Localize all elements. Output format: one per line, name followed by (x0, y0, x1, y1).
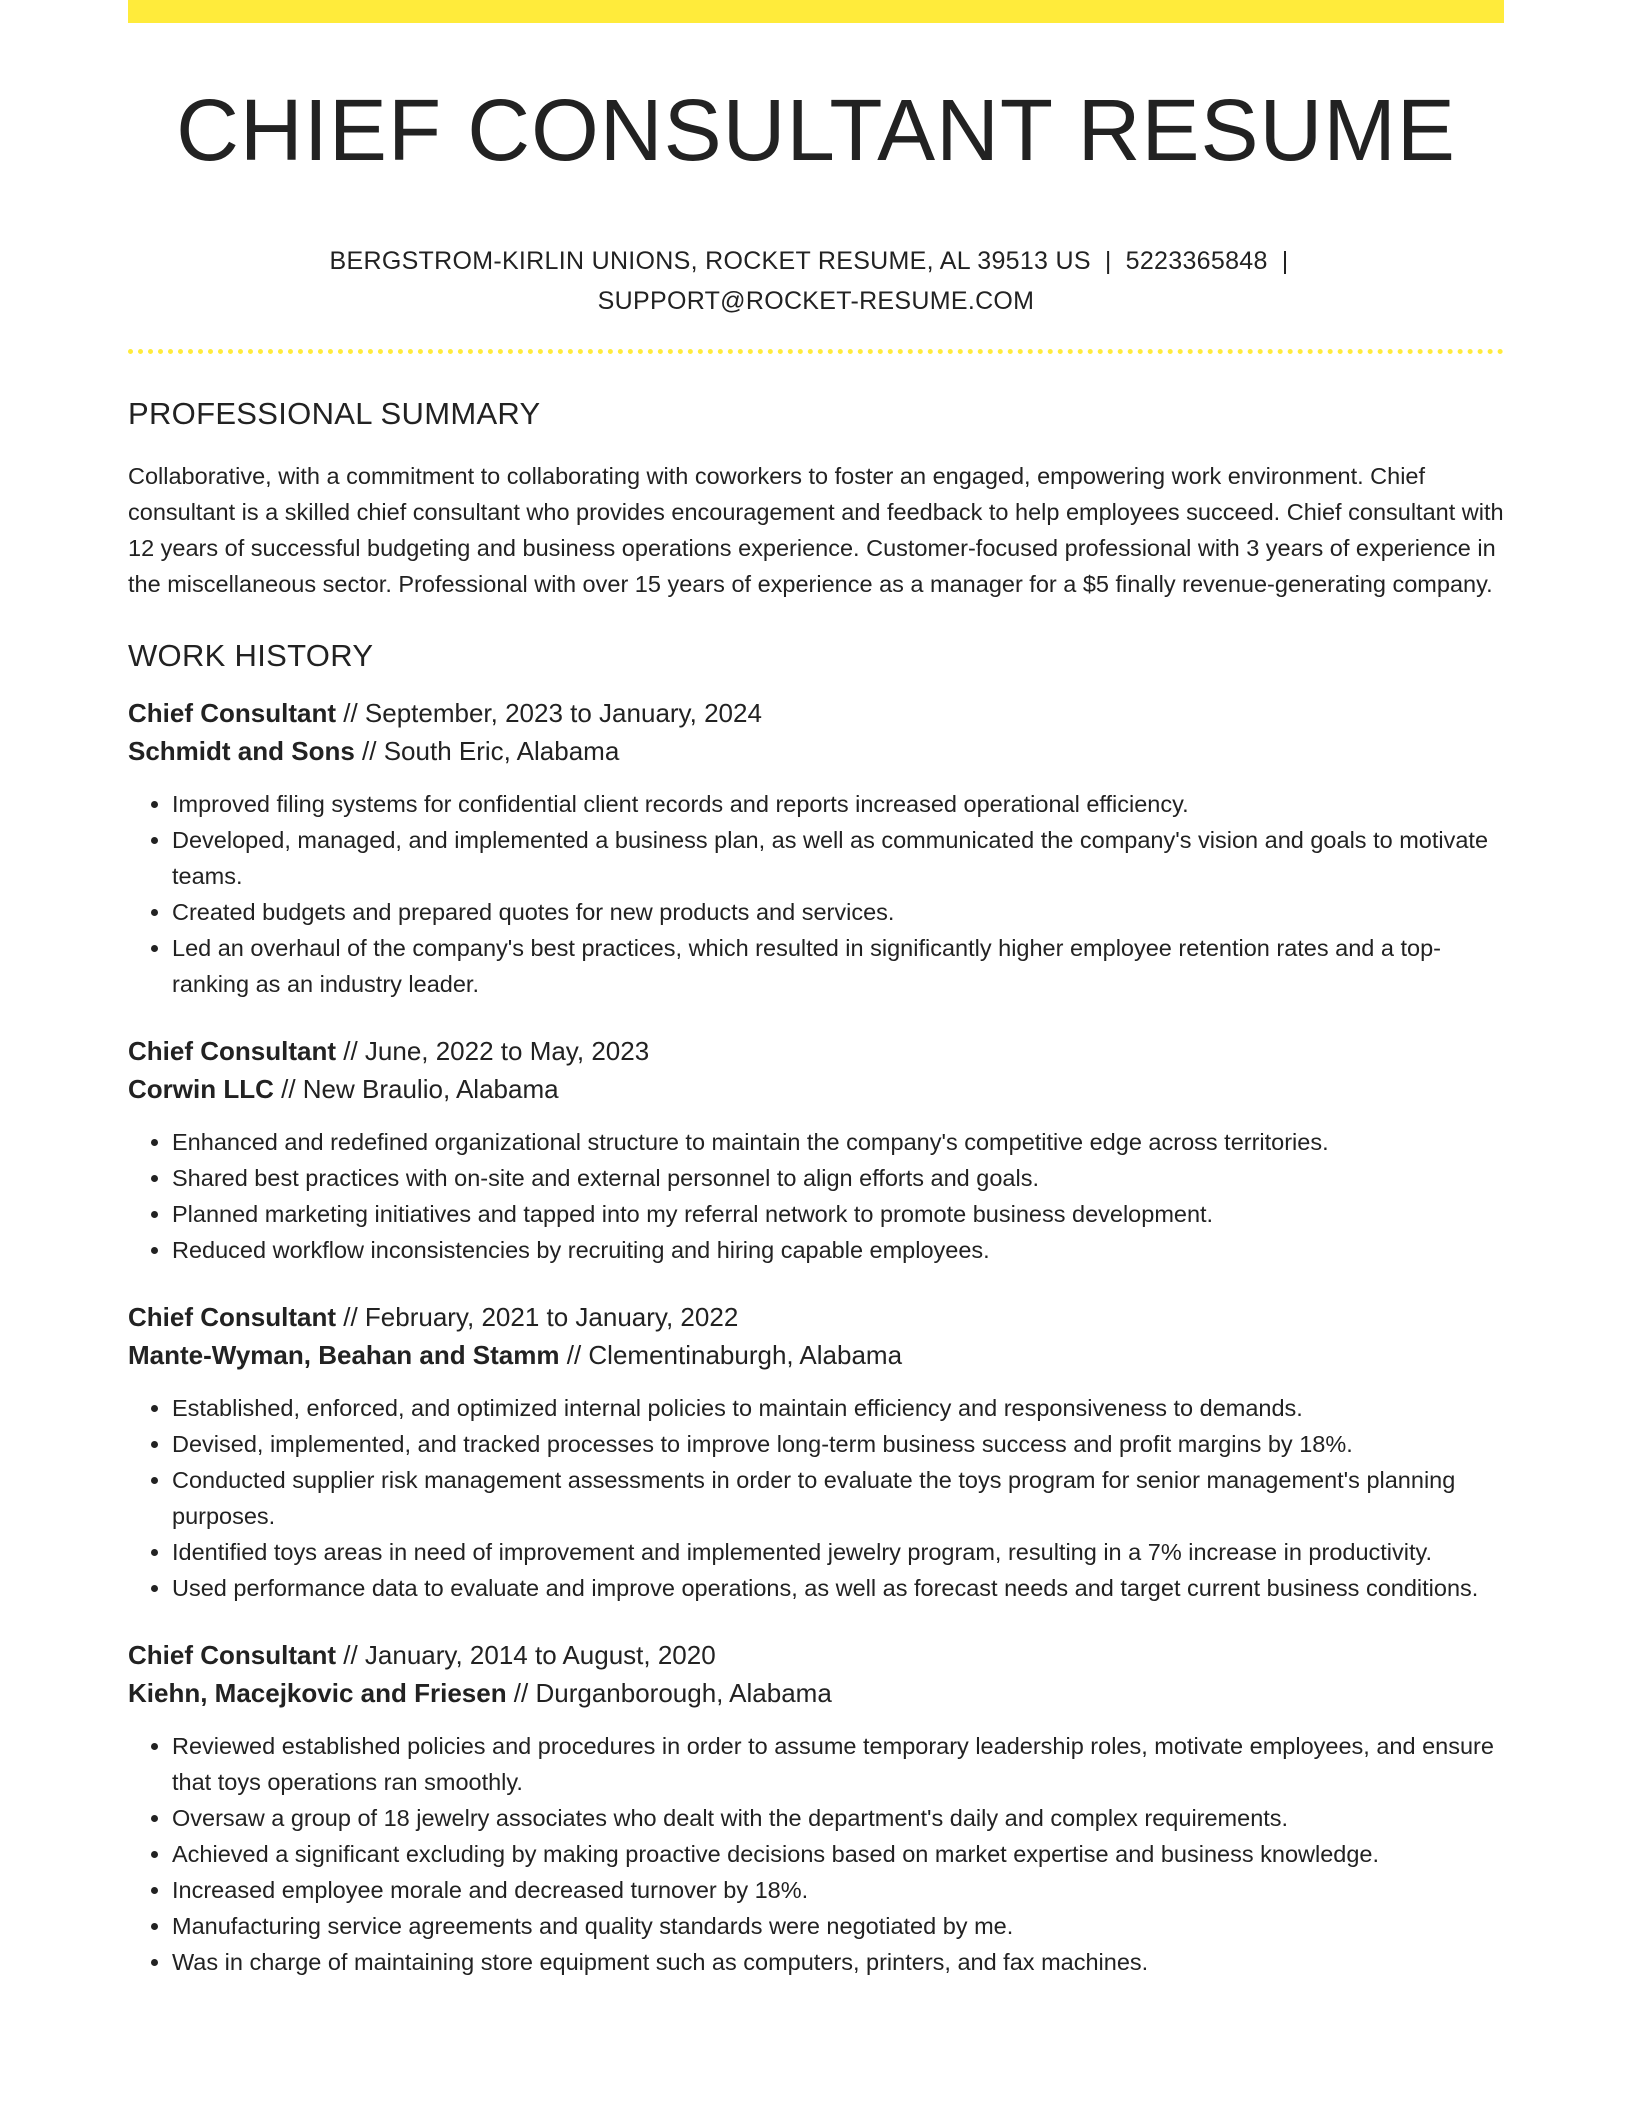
job-bullet: • Enhanced and redefined organizational structure to maintain the company's competitive edge across territories. (172, 1124, 1504, 1160)
job-bullet: • Manufacturing service agreements and quality standards were negotiated by me. (172, 1908, 1504, 1944)
job-bullet: • Created budgets and prepared quotes for new products and services. (172, 894, 1504, 930)
job-bullet: • Reduced workflow inconsistencies by recruiting and hiring capable employees. (172, 1232, 1504, 1268)
job-bullet: • Identified toys areas in need of improvement and implemented jewelry program, resulting in a 7% increase in productivity. (172, 1534, 1504, 1570)
job-bullet: • Conducted supplier risk management assessments in order to evaluate the toys program for senior management's planning purposes. (172, 1462, 1504, 1534)
job-bullet-list (128, 1124, 1504, 1268)
contact-email: SUPPORT@ROCKET-RESUME.COM (597, 286, 1035, 315)
job-entry (128, 694, 1504, 1002)
job-bullet: • Improved filing systems for confidential client records and reports increased operational efficiency. (172, 786, 1504, 822)
summary-text: Collaborative, with a commitment to collaborating with coworkers to foster an engaged, empowering work environment. Chief consultant is a skilled chief consultant who provides encouragement and feedback to help employees succeed. Chief consultant with 12 years of successful budgeting and business operations experience. Customer-focused professional with 3 years of experience in the miscellaneous sector. Professional with over 15 years of experience as a manager for a $5 finally revenue-generating company. (128, 462, 1504, 597)
contact-address: BERGSTROM-KIRLIN UNIONS, ROCKET RESUME, AL 39513 US (329, 246, 1091, 275)
job-dates: // September, 2023 to January, 2024 (336, 697, 762, 728)
job-bullet-list (128, 1390, 1504, 1606)
job-location: // Clementinaburgh, Alabama (559, 1339, 903, 1370)
job-list (128, 694, 1504, 1980)
job-title: Chief Consultant (128, 1639, 336, 1670)
job-bullet: • Reviewed established policies and procedures in order to assume temporary leadership roles, motivate employees, and ensure that toys operations ran smoothly. (172, 1728, 1504, 1800)
job-location: // Durganborough, Alabama (506, 1677, 832, 1708)
resume-content (128, 0, 1504, 1980)
contact-info (316, 241, 1316, 321)
job-location: // New Braulio, Alabama (273, 1073, 559, 1104)
job-entry (128, 1298, 1504, 1606)
job-company-line (128, 732, 1504, 770)
job-bullet-list (128, 1728, 1504, 1980)
job-company-line (128, 1674, 1504, 1712)
job-company-line (128, 1336, 1504, 1374)
job-dates: // February, 2021 to January, 2022 (336, 1301, 739, 1332)
summary-heading: PROFESSIONAL SUMMARY (128, 395, 541, 431)
job-bullet: • Oversaw a group of 18 jewelry associates who dealt with the department's daily and complex requirements. (172, 1800, 1504, 1836)
job-bullet: • Developed, managed, and implemented a business plan, as well as communicated the company's vision and goals to motivate teams. (172, 822, 1504, 894)
job-title: Chief Consultant (128, 1301, 336, 1332)
job-dates: // June, 2022 to May, 2023 (336, 1035, 650, 1066)
job-title: Chief Consultant (128, 697, 336, 728)
job-title-line (128, 1636, 1504, 1674)
job-company: Schmidt and Sons (128, 735, 355, 766)
job-bullet: • Used performance data to evaluate and improve operations, as well as forecast needs and target current business conditions. (172, 1570, 1504, 1606)
job-bullet: • Planned marketing initiatives and tapped into my referral network to promote business development. (172, 1196, 1504, 1232)
job-title: Chief Consultant (128, 1035, 336, 1066)
contact-separator: | (1104, 246, 1112, 275)
job-company: Kiehn, Macejkovic and Friesen (128, 1677, 507, 1708)
job-bullet: • Established, enforced, and optimized internal policies to maintain efficiency and responsiveness to demands. (172, 1390, 1504, 1426)
job-company: Mante-Wyman, Beahan and Stamm (128, 1339, 560, 1370)
job-dates: // January, 2014 to August, 2020 (336, 1639, 716, 1670)
resume-title: CHIEF CONSULTANT RESUME (176, 82, 1456, 179)
job-bullet: • Led an overhaul of the company's best practices, which resulted in significantly higher employee retention rates and a top-ranking as an industry leader. (172, 930, 1504, 1002)
job-entry (128, 1636, 1504, 1980)
job-title-line (128, 1032, 1504, 1070)
job-bullet-list (128, 786, 1504, 1002)
work-history-heading: WORK HISTORY (128, 637, 374, 673)
contact-phone: 5223365848 (1125, 246, 1268, 275)
job-title-line (128, 1298, 1504, 1336)
job-title-line (128, 694, 1504, 732)
job-bullet: • Increased employee morale and decreased turnover by 18%. (172, 1872, 1504, 1908)
job-bullet: • Shared best practices with on-site and external personnel to align efforts and goals. (172, 1160, 1504, 1196)
job-bullet: • Was in charge of maintaining store equipment such as computers, printers, and fax machines. (172, 1944, 1504, 1980)
contact-separator: | (1281, 246, 1289, 275)
job-bullet: • Devised, implemented, and tracked processes to improve long-term business success and profit margins by 18%. (172, 1426, 1504, 1462)
job-company-line (128, 1070, 1504, 1108)
job-company: Corwin LLC (128, 1073, 274, 1104)
top-accent-bar (128, 0, 1504, 23)
job-entry (128, 1032, 1504, 1268)
dotted-divider (128, 349, 1504, 354)
job-location: // South Eric, Alabama (354, 735, 620, 766)
job-bullet: • Achieved a significant excluding by making proactive decisions based on market expertise and business knowledge. (172, 1836, 1504, 1872)
